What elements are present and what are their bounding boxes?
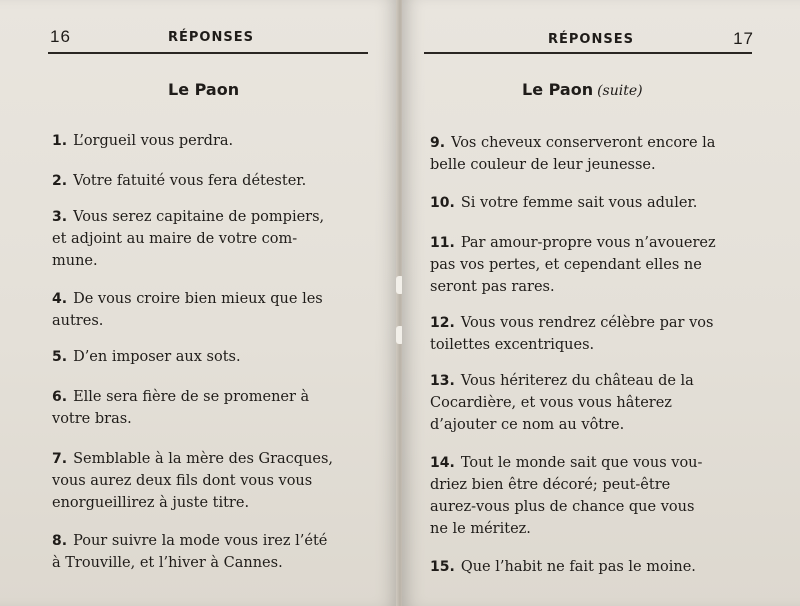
- right-section-title-text: Le Paon: [522, 80, 594, 99]
- item-text: Votre fatuité vous fera détester.: [73, 173, 307, 189]
- left-running-head-title: RÉPONSES: [168, 30, 254, 45]
- item-text: Vous serez capitaine de pompiers, et adjoint au maire de votre com- mune.: [52, 209, 325, 269]
- right-page-number: 17: [733, 29, 754, 48]
- right-running-head-title: RÉPONSES: [548, 32, 634, 47]
- right-page: [402, 0, 800, 606]
- list-item: [52, 448, 382, 514]
- item-text: D’en imposer aux sots.: [73, 349, 241, 365]
- right-running-head: [424, 28, 754, 52]
- item-text: Tout le monde sait que vous vou- driez bien être décoré; peut-être aurez-vous plus de chance que vous ne le méritez.: [430, 455, 703, 537]
- list-item: [430, 232, 775, 298]
- item-number: 7.: [52, 451, 68, 467]
- item-number: 10.: [430, 195, 455, 211]
- right-header-rule: [424, 52, 752, 54]
- item-number: 4.: [52, 291, 68, 307]
- list-item: [430, 192, 775, 214]
- item-number: 14.: [430, 455, 455, 471]
- list-item: [52, 386, 382, 430]
- item-number: 6.: [52, 389, 68, 405]
- list-item: [52, 170, 382, 192]
- item-number: 2.: [52, 173, 68, 189]
- item-text: Vous hériterez du château de la Cocardière, et vous vous hâterez d’ajouter ce nom au vôtre.: [430, 373, 694, 433]
- list-item: [430, 370, 775, 436]
- left-page-number: 16: [50, 27, 71, 46]
- item-text: Vos cheveux conserveront encore la belle couleur de leur jeunesse.: [430, 135, 716, 173]
- list-item: [52, 346, 382, 368]
- item-text: Semblable à la mère des Gracques, vous aurez deux fils dont vous vous enorgueillirez à juste titre.: [52, 451, 334, 511]
- right-section-title: [522, 80, 643, 99]
- item-text: Si votre femme sait vous aduler.: [460, 195, 698, 211]
- item-text: L’orgueil vous perdra.: [73, 133, 234, 149]
- left-running-head: [50, 28, 370, 52]
- list-item: [52, 530, 382, 574]
- list-item: [430, 452, 775, 540]
- item-number: 8.: [52, 533, 68, 549]
- left-header-rule: [48, 52, 368, 54]
- item-text: Pour suivre la mode vous irez l’été à Trouville, et l’hiver à Cannes.: [52, 533, 328, 571]
- item-number: 13.: [430, 373, 455, 389]
- list-item: [52, 130, 382, 152]
- item-text: Que l’habit ne fait pas le moine.: [460, 559, 696, 575]
- list-item: [430, 312, 775, 356]
- item-text: Elle sera fière de se promener à votre bras.: [52, 389, 310, 427]
- item-number: 11.: [430, 235, 455, 251]
- item-text: Vous vous rendrez célèbre par vos toilettes excentriques.: [430, 315, 714, 353]
- item-number: 9.: [430, 135, 446, 151]
- item-number: 3.: [52, 209, 68, 225]
- item-number: 5.: [52, 349, 68, 365]
- left-page: [0, 0, 398, 606]
- item-number: 1.: [52, 133, 68, 149]
- item-text: Par amour-propre vous n’avouerez pas vos pertes, et cependant elles ne seront pas rares.: [430, 235, 716, 295]
- list-item: [52, 288, 382, 332]
- item-text: De vous croire bien mieux que les autres.: [52, 291, 323, 329]
- item-number: 12.: [430, 315, 455, 331]
- list-item: [430, 132, 775, 176]
- list-item: [430, 556, 775, 578]
- right-section-title-suffix: (suite): [597, 83, 643, 99]
- list-item: [52, 206, 382, 272]
- item-number: 15.: [430, 559, 455, 575]
- left-section-title: Le Paon: [168, 80, 240, 99]
